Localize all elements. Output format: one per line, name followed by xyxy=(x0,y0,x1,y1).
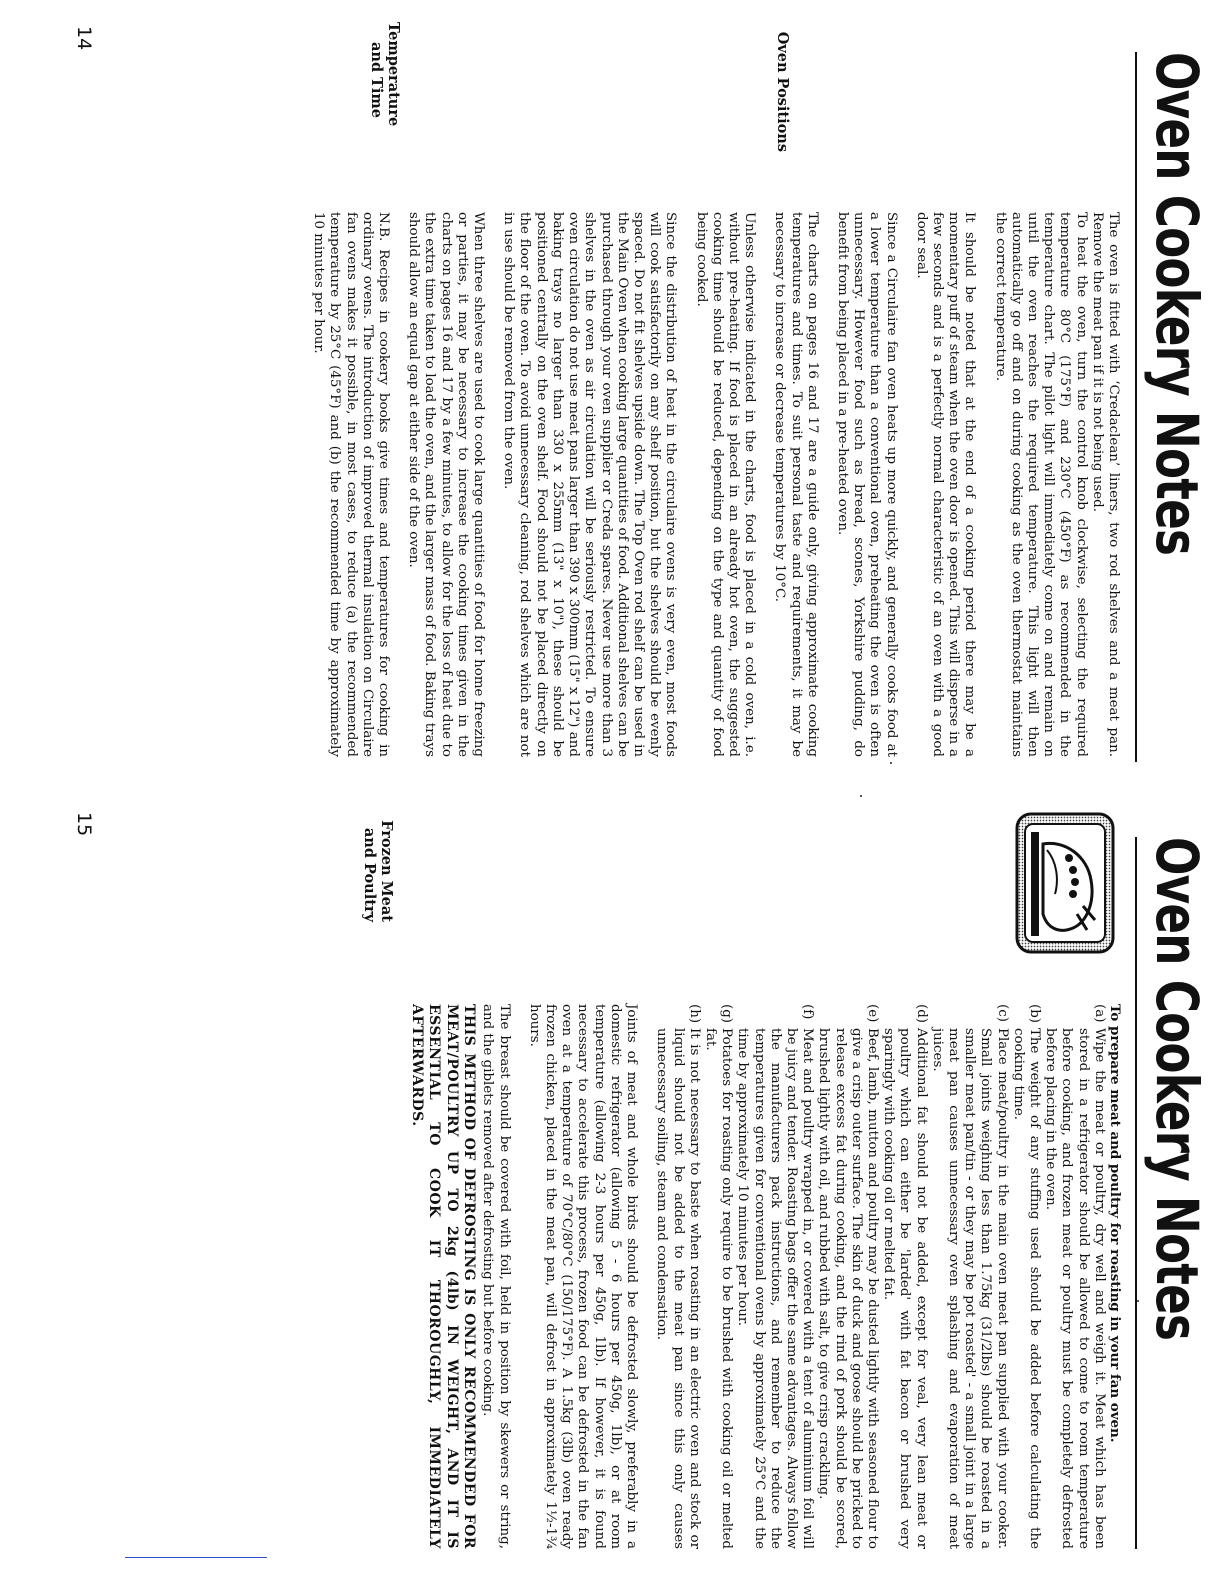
body-text-column xyxy=(296,212,1121,757)
list-item xyxy=(1010,1004,1042,1549)
step-text: It is not necessary to baste when roasting in an electric oven and stock or liquid should not be added to the meat pan since this only causes unnecessary soiling, steam and condensation. xyxy=(654,1028,702,1549)
list-item xyxy=(815,1004,880,1549)
step-marker: (d) xyxy=(913,1004,929,1024)
list-item xyxy=(929,1004,1010,1549)
step-marker: (f) xyxy=(800,1004,816,1020)
scan-speck xyxy=(1137,1300,1139,1302)
scan-speck xyxy=(890,762,892,764)
paragraph: N.B. Recipes in cookery books give times and temperatures for cooking in ordinary ovens. The introduction of improved thermal insulation on Circulaire fan ovens makes it possible, in most cases, to reduce (a) the recommended temperature by 25°C (45°F) and (b) the recommended time by approximately 10 minutes per hour. xyxy=(311,212,392,757)
paragraph: It should be noted that at the end of a cooking period there may be a momentary puff of steam when the oven door is opened. This will disperse in a few seconds and is a perfectly normal characteristic of an oven with a good door seal. xyxy=(913,212,978,757)
paragraph: Since a Circulaire fan oven heats up more quickly, and generally cooks food at a lower temperature than a conventional oven, preheating the oven is often unnecessary. However food such as bread, scones, Yorkshire pudding, do benefit from being placed in a pre-heated oven. xyxy=(834,212,899,757)
step-text: Place meat/poultry in the main oven meat pan supplied with your cooker. Small joints weighing less than 1.75kg (31/2lbs) should be roasted in a smaller meat pan/tin - or they may be pot roasted' - a small joint in a large meat pan causes unnecessary oven splashing and evaporation of meat juices. xyxy=(929,1028,1010,1549)
step-marker: (a) xyxy=(1091,1004,1107,1023)
step-marker: (e) xyxy=(864,1004,880,1023)
intro-heading: To prepare meat and poultry for roasting in your fan oven. xyxy=(1107,1004,1123,1443)
roast-chicken-icon xyxy=(1013,810,1117,956)
paragraph: The charts on pages 16 and 17 are a guide only, giving approximate cooking temperatures and times. To suit personal taste and requirements, it may be necessary to increase or decrease temperatures by 10°C. xyxy=(772,212,820,757)
page-title: Oven Cookery Notes xyxy=(1143,837,1211,1341)
step-text: The weight of any stuffing used should be added before calculating the cooking time. xyxy=(1010,1028,1042,1549)
page-number: 14 xyxy=(73,26,95,51)
page-title: Oven Cookery Notes xyxy=(1143,52,1211,556)
list-item xyxy=(702,1004,734,1549)
list-item xyxy=(1042,1004,1107,1549)
list-item xyxy=(880,1004,929,1549)
scan-speck xyxy=(860,795,862,797)
title-rule xyxy=(1135,52,1137,762)
roast-chicken-in-oven-illustration xyxy=(1013,810,1117,956)
body-text-column xyxy=(407,1004,1123,1549)
page-15 xyxy=(0,792,1225,1585)
step-text: Additional fat should not be added, except for veal, very lean meat or poultry which can either be 'larded' with fat bacon or brushed very sparingly with cooking oil or melted fat. xyxy=(881,1028,929,1549)
step-text: Beef, lamb, mutton and poultry may be dusted lightly with seasoned flour to give a crisp outer surface. The skin of duck and goose should be pricked to release excess fat during cooking, and the rind of pork should be scored, brushed lightly with oil, and rubbed with salt, to give crisp crackling. xyxy=(816,1028,880,1549)
paragraph: To heat the oven, turn the control knob clockwise, selecting the required temperature 80°C (175°F) and 230°C (450°F) as recommended in the temperature chart. The pilot light will immediately come on and remain on until the oven reaches the required temperature. This light will then automatically go off and on during cooking as the oven thermostat maintains the correct temperature. xyxy=(992,212,1089,757)
paragraph: Unless otherwise indicated in the charts, food is placed in a cold oven, i.e. without pre-heating. If food is placed in an already hot oven, the suggested cooking time should be reduced, depending on the type and quantity of food being cooked. xyxy=(693,212,758,757)
step-text: Potatoes for roasting only require to be brushed with cooking oil or melted fat. xyxy=(702,1028,735,1549)
step-marker: (h) xyxy=(686,1004,702,1024)
step-marker: (b) xyxy=(1026,1004,1042,1024)
step-marker: (c) xyxy=(994,1004,1010,1022)
step-text: Meat and poultry wrapped in, or covered with a tent of aluminium foil will be juicy and tender. Roasting bags offer the same advantages. Always follow the manufacturers pack instructions, and remember to reduce the temperatures given for conventional ovens by approximately 25°C and the time by approximately 10 minutes per hour. xyxy=(735,1028,816,1549)
roasting-steps-list xyxy=(653,1004,1107,1549)
step-text: Wipe the meat or poultry, dry well and weigh it. Meat which has been stored in a refrigerator should be allowed to come to room temperature before cooking, and frozen meat or poultry must be completely defrosted before placing in the oven. xyxy=(1043,1028,1107,1549)
scan-artifact-line xyxy=(125,1557,267,1558)
paragraph: Since the distribution of heat in the circulaire ovens is very even, most foods will cook satisfactorily on any shelf position, but the shelves should be evenly spaced. Do not fit shelves upside down. The Top Oven rod shelf can be used in the Main Oven when cooking large quantities of food. Additional shelves can be purchased through your oven supplier or Creda spares. Never use more than 3 shelves in the oven as air circulation will be seriously restricted. To ensure oven circulation do not use meat pans larger than 390 x 300mm (15" x 12") and baking trays no larger than 330 x 255mm (13" x 10"), these should be positioned centrally on the oven shelf. Food should not be placed directly on the floor of the oven. To avoid unnecessary cleaning, rod shelves which are not in use should be removed from the oven. xyxy=(501,212,679,757)
page-number: 15 xyxy=(73,812,95,837)
side-heading-oven-positions: Oven Positions xyxy=(774,31,791,152)
list-item xyxy=(734,1004,815,1549)
side-heading-temperature-time: Temperature and Time xyxy=(368,22,402,127)
step-marker: (g) xyxy=(719,1004,735,1024)
list-item xyxy=(653,1004,702,1549)
side-heading-frozen-meat: Frozen Meat and Poultry xyxy=(361,820,395,922)
warning-text: THIS METHOD OF DEFROSTING IS ONLY RECOMMENDED FOR MEAT/POULTRY UP TO 2kg (4lb) IN WEIGHT, AND IT IS ESSENTIAL TO COOK IT THOROUGHLY, IMMEDIATELY AFTERWARDS. xyxy=(408,1004,478,1549)
paragraph: The oven is fitted with ‘Credaclean’ liners, two rod shelves and a meat pan. Remove the meat pan if it is not being used. xyxy=(1089,212,1121,757)
page-14 xyxy=(0,0,1225,792)
paragraph: Joints of meat and whole birds should be defrosted slowly, preferably in a domestic refrigerator (allowing 5 - 6 hours per 450g, 1lb), or at room temperature (allowing 2-3 hours per 450g, 1lb). If however, it is found necessary to accelerate this process, frozen food can be defrosted in the fan oven at a temperature of 70°C/80°C (150/175°F). A 1.5kg (3lb) oven ready frozen chicken, placed in the meat pan, will defrost in approximately 1½-1¾ hours. xyxy=(526,1004,640,1549)
paragraph: The breast should be covered with foil, held in position by skewers or string, and the giblets removed after defrosting but before cooking. xyxy=(480,1004,512,1549)
title-rule xyxy=(1135,837,1137,1549)
paragraph: When three shelves are used to cook large quantities of food for home freezing or parties, it may be necessary to increase the cooking times given in the charts on pages 16 and 17 by a few minutes, to allow for the loss of heat due to the extra time taken to load the oven, and the larger mass of food. Baking trays should allow an equal gap at either side of the oven. xyxy=(406,212,487,757)
